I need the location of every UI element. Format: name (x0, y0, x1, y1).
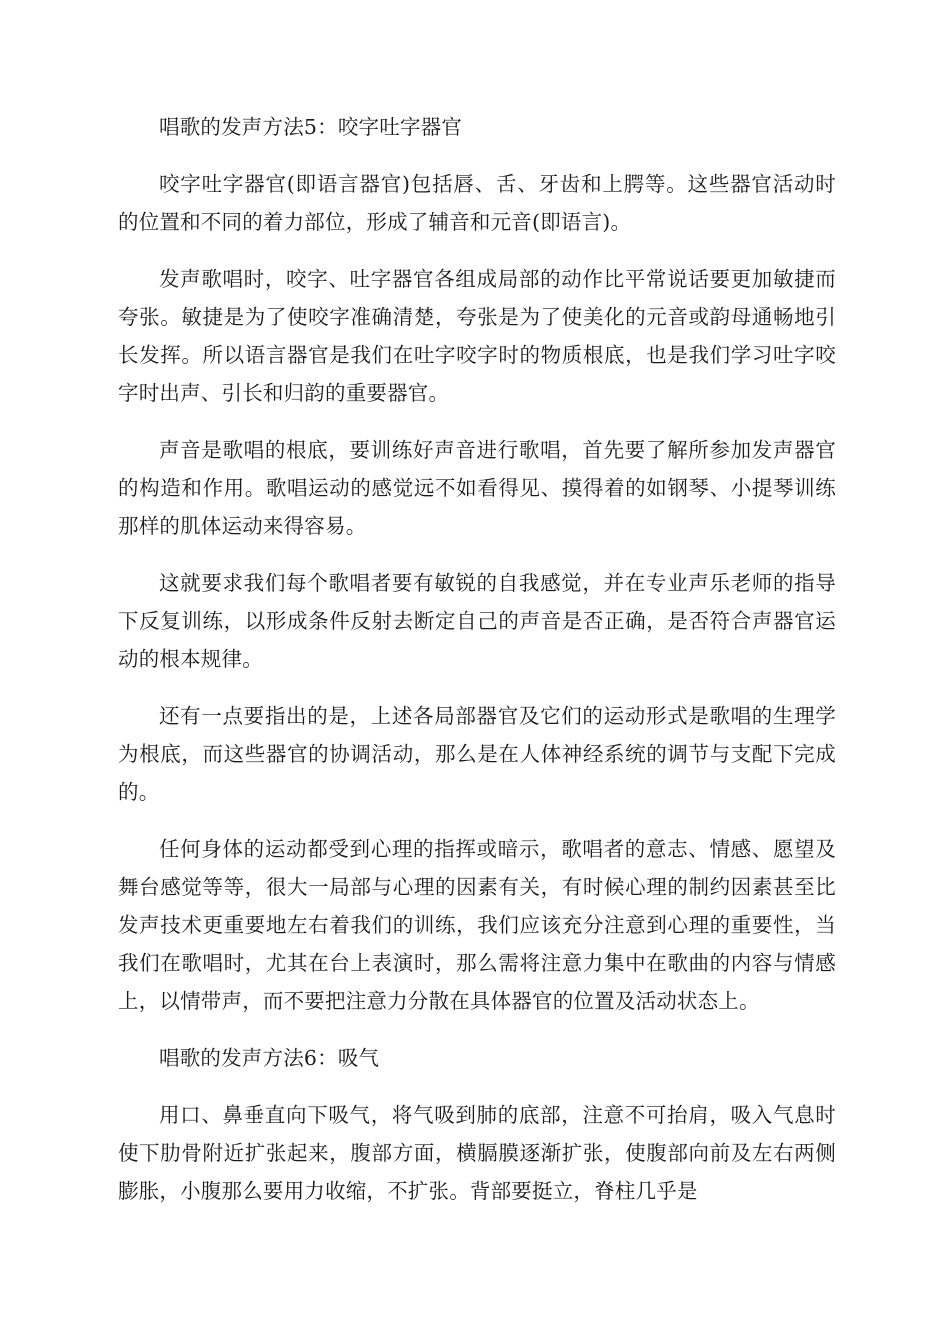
document-page (118, 108, 836, 1210)
body-paragraph: 咬字吐字器官(即语言器官)包括唇、舌、牙齿和上腭等。这些器官活动时的位置和不同的着力部位，形成了辅音和元音(即语言)。 (118, 172, 836, 234)
body-paragraph: 发声歌唱时，咬字、吐字器官各组成局部的动作比平常说话要更加敏捷而夸张。敏捷是为了使咬字准确清楚，夸张是为了使美化的元音或韵母通畅地引长发挥。所以语言器官是我们在吐字咬字时的物质根底，也是我们学习吐字咬字时出声、引长和归韵的重要器官。 (118, 267, 836, 405)
section-heading-6: 唱歌的发声方法6：吸气 (159, 1046, 380, 1070)
body-paragraph: 声音是歌唱的根底，要训练好声音进行歌唱，首先要了解所参加发声器官的构造和作用。歌唱运动的感觉远不如看得见、摸得着的如钢琴、小提琴训练那样的肌体运动来得容易。 (118, 438, 836, 538)
section-heading-5: 唱歌的发声方法5：咬字吐字器官 (159, 115, 463, 139)
body-paragraph: 还有一点要指出的是，上述各局部器官及它们的运动形式是歌唱的生理学为根底，而这些器官的协调活动，那么是在人体神经系统的调节与支配下完成的。 (118, 704, 836, 804)
body-paragraph: 这就要求我们每个歌唱者要有敏锐的自我感觉，并在专业声乐老师的指导下反复训练，以形成条件反射去断定自己的声音是否正确，是否符合声器官运动的根本规律。 (118, 571, 836, 671)
body-paragraph: 用口、鼻垂直向下吸气，将气吸到肺的底部，注意不可抬肩，吸入气息时使下肋骨附近扩张起来，腹部方面，横膈膜逐渐扩张，使腹部向前及左右两侧膨胀，小腹那么要用力收缩，不扩张。背部要挺立，脊柱几乎是 (118, 1103, 836, 1203)
body-paragraph: 任何身体的运动都受到心理的指挥或暗示，歌唱者的意志、情感、愿望及舞台感觉等等，很大一局部与心理的因素有关，有时候心理的制约因素甚至比发声技术更重要地左右着我们的训练，我们应该充分注意到心理的重要性，当我们在歌唱时，尤其在台上表演时，那么需将注意力集中在歌曲的内容与情感上，以情带声，而不要把注意力分散在具体器官的位置及活动状态上。 (118, 837, 836, 1013)
